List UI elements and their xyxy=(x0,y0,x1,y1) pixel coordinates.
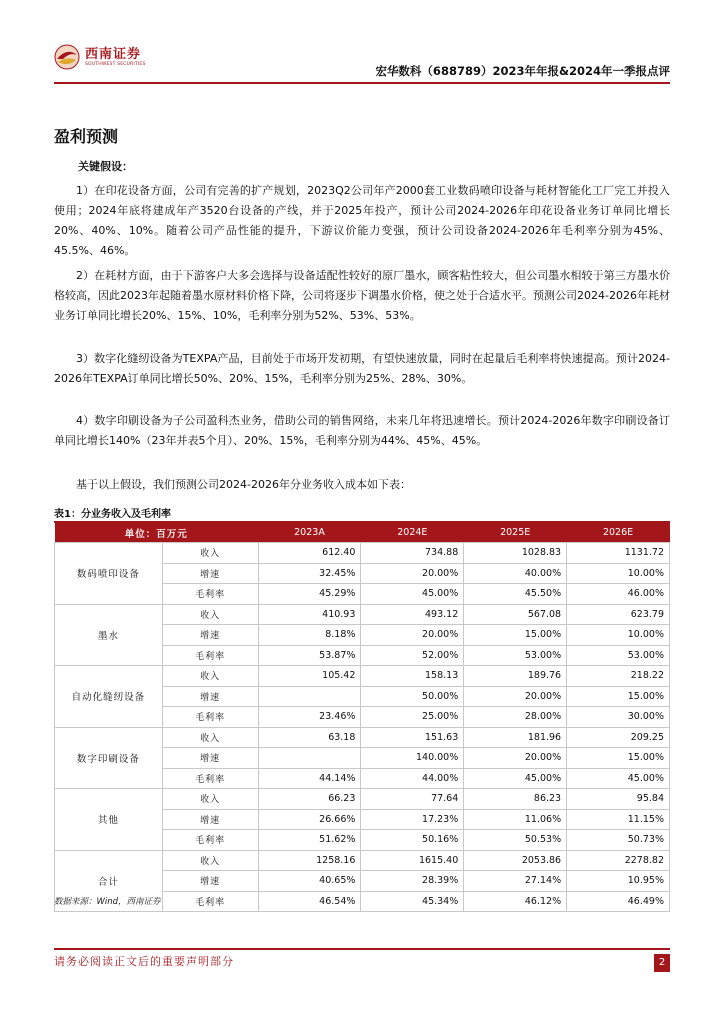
metric-label-cell: 收入 xyxy=(162,604,258,625)
value-cell: 50.16% xyxy=(361,830,464,851)
value-cell: 140.00% xyxy=(361,748,464,769)
value-cell: 15.00% xyxy=(567,686,670,707)
value-cell: 66.23 xyxy=(258,789,361,810)
value-cell: 40.00% xyxy=(464,563,567,584)
value-cell: 20.00% xyxy=(464,686,567,707)
segment-name-cell: 合计 xyxy=(55,850,163,912)
value-cell: 63.18 xyxy=(258,727,361,748)
paragraph-consumables: 2）在耗材方面，由于下游客户大多会选择与设备适配性较好的原厂墨水，顾客粘性较大，但公司墨水相较于第三方墨水价格较高，因此2023年起随着墨水原材料价格下降，公司将逐步下调墨水价格，使之处于合适水平。预测公司2024-2026年耗材业务订单同比增长20%、15%、10%，毛利率分别为52%、53%、53%。 xyxy=(54,269,670,322)
table-row xyxy=(55,543,670,564)
metric-label-cell: 收入 xyxy=(162,543,258,564)
metric-label-cell: 增速 xyxy=(162,686,258,707)
value-cell: 52.00% xyxy=(361,645,464,666)
value-cell: 17.23% xyxy=(361,809,464,830)
value-cell: 20.00% xyxy=(361,625,464,646)
value-cell: 623.79 xyxy=(567,604,670,625)
value-cell: 189.76 xyxy=(464,666,567,687)
value-cell: 53.00% xyxy=(567,645,670,666)
value-cell: 410.93 xyxy=(258,604,361,625)
value-cell: 77.64 xyxy=(361,789,464,810)
value-cell: 181.96 xyxy=(464,727,567,748)
value-cell: 20.00% xyxy=(464,748,567,769)
value-cell: 53.87% xyxy=(258,645,361,666)
value-cell: 20.00% xyxy=(361,563,464,584)
value-cell: 2278.82 xyxy=(567,850,670,871)
value-cell: 45.29% xyxy=(258,584,361,605)
value-cell: 2053.86 xyxy=(464,850,567,871)
value-cell xyxy=(258,686,361,707)
value-cell: 209.25 xyxy=(567,727,670,748)
metric-label-cell: 毛利率 xyxy=(162,707,258,728)
paragraph-digital-printing: 4）数字印刷设备为子公司盈科杰业务，借助公司的销售网络，未来几年将迅速增长。预计2024-2026年数字印刷设备订单同比增长140%（23年并表5个月）、20%、15%，毛利率分别为44%、45%、45%。 xyxy=(54,414,670,447)
segment-name-cell: 自动化缝纫设备 xyxy=(55,666,163,728)
value-cell: 50.53% xyxy=(464,830,567,851)
value-cell: 26.66% xyxy=(258,809,361,830)
metric-label-cell: 收入 xyxy=(162,727,258,748)
value-cell: 44.00% xyxy=(361,768,464,789)
value-cell: 51.62% xyxy=(258,830,361,851)
value-cell: 45.00% xyxy=(567,768,670,789)
value-cell: 15.00% xyxy=(567,748,670,769)
metric-label-cell: 收入 xyxy=(162,666,258,687)
value-cell: 50.00% xyxy=(361,686,464,707)
segment-name-cell: 数码喷印设备 xyxy=(55,543,163,605)
value-cell: 28.39% xyxy=(361,871,464,892)
value-cell: 218.22 xyxy=(567,666,670,687)
value-cell: 44.14% xyxy=(258,768,361,789)
value-cell: 8.18% xyxy=(258,625,361,646)
header-divider xyxy=(54,82,670,84)
value-cell: 95.84 xyxy=(567,789,670,810)
segment-revenue-table xyxy=(54,523,670,912)
value-cell: 1028.83 xyxy=(464,543,567,564)
value-cell: 10.95% xyxy=(567,871,670,892)
value-cell: 53.00% xyxy=(464,645,567,666)
year-header: 2024E xyxy=(361,523,464,543)
metric-label-cell: 收入 xyxy=(162,850,258,871)
value-cell: 493.12 xyxy=(361,604,464,625)
metric-label-cell: 毛利率 xyxy=(162,768,258,789)
table-caption: 表1：分业务收入及毛利率 xyxy=(54,509,171,520)
value-cell: 45.50% xyxy=(464,584,567,605)
value-cell: 45.00% xyxy=(361,584,464,605)
value-cell: 1258.16 xyxy=(258,850,361,871)
paragraph-printing-equipment: 1）在印花设备方面，公司有完善的扩产规划，2023Q2公司年产2000套工业数码喷印设备与耗材智能化工厂完工并投入使用；2024年底将建成年产3520台设备的产线，并于2025年投产，预计公司2024-2026年印花设备业务订单同比增长20%、40%、10%。随着公司产品性能的提升，下游议价能力变强，预计公司设备2024-2026年毛利率分别为45%、45.5%、46%。 xyxy=(54,184,670,257)
metric-label-cell: 毛利率 xyxy=(162,584,258,605)
value-cell: 10.00% xyxy=(567,563,670,584)
metric-label-cell: 毛利率 xyxy=(162,830,258,851)
year-header: 2023A xyxy=(258,523,361,543)
value-cell: 45.00% xyxy=(464,768,567,789)
brand-name-cn: 西南证券 xyxy=(85,46,142,62)
year-header: 2026E xyxy=(567,523,670,543)
table-row xyxy=(55,604,670,625)
value-cell xyxy=(258,748,361,769)
year-header: 2025E xyxy=(464,523,567,543)
value-cell: 27.14% xyxy=(464,871,567,892)
value-cell: 11.06% xyxy=(464,809,567,830)
metric-label-cell: 增速 xyxy=(162,625,258,646)
page-number: 2 xyxy=(654,954,670,972)
value-cell: 28.00% xyxy=(464,707,567,728)
value-cell: 30.00% xyxy=(567,707,670,728)
value-cell: 50.73% xyxy=(567,830,670,851)
brand-logo xyxy=(54,44,146,70)
value-cell: 612.40 xyxy=(258,543,361,564)
value-cell: 567.08 xyxy=(464,604,567,625)
value-cell: 32.45% xyxy=(258,563,361,584)
value-cell: 105.42 xyxy=(258,666,361,687)
paragraph-texpa: 3）数字化缝纫设备为TEXPA产品，目前处于市场开发初期，有望快速放量，同时在起量后毛利率将快速提高。预计2024-2026年TEXPA订单同比增长50%、20%、15%，毛利率分别为25%、28%、30%。 xyxy=(54,352,670,385)
metric-label-cell: 增速 xyxy=(162,563,258,584)
table-row xyxy=(55,850,670,871)
paragraph-forecast-intro: 基于以上假设，我们预测公司2024-2026年分业务收入成本如下表： xyxy=(76,478,411,491)
value-cell: 46.49% xyxy=(567,891,670,912)
value-cell: 158.13 xyxy=(361,666,464,687)
value-cell: 10.00% xyxy=(567,625,670,646)
table-row xyxy=(55,666,670,687)
value-cell: 25.00% xyxy=(361,707,464,728)
table-row xyxy=(55,727,670,748)
value-cell: 23.46% xyxy=(258,707,361,728)
value-cell: 1615.40 xyxy=(361,850,464,871)
value-cell: 46.00% xyxy=(567,584,670,605)
footer-divider xyxy=(54,948,670,950)
value-cell: 86.23 xyxy=(464,789,567,810)
segment-name-cell: 数字印刷设备 xyxy=(55,727,163,789)
value-cell: 734.88 xyxy=(361,543,464,564)
data-source-note: 数据来源：Wind，西南证券 xyxy=(54,897,161,907)
value-cell: 40.65% xyxy=(258,871,361,892)
value-cell: 151.63 xyxy=(361,727,464,748)
value-cell: 11.15% xyxy=(567,809,670,830)
table-row xyxy=(55,789,670,810)
value-cell: 45.34% xyxy=(361,891,464,912)
metric-label-cell: 毛利率 xyxy=(162,891,258,912)
value-cell: 1131.72 xyxy=(567,543,670,564)
segment-name-cell: 其他 xyxy=(55,789,163,851)
unit-header: 单位：百万元 xyxy=(55,523,259,543)
brand-logo-icon xyxy=(54,44,80,70)
metric-label-cell: 增速 xyxy=(162,809,258,830)
section-title: 盈利预测 xyxy=(54,127,119,146)
assumptions-heading: 关键假设： xyxy=(78,160,133,173)
value-cell: 46.54% xyxy=(258,891,361,912)
value-cell: 15.00% xyxy=(464,625,567,646)
table-header-row xyxy=(55,523,670,543)
brand-name-en: SOUTHWEST SECURITIES xyxy=(85,61,146,67)
footer-disclaimer: 请务必阅读正文后的重要声明部分 xyxy=(54,955,234,968)
segment-name-cell: 墨水 xyxy=(55,604,163,666)
metric-label-cell: 毛利率 xyxy=(162,645,258,666)
metric-label-cell: 增速 xyxy=(162,871,258,892)
metric-label-cell: 增速 xyxy=(162,748,258,769)
value-cell: 46.12% xyxy=(464,891,567,912)
metric-label-cell: 收入 xyxy=(162,789,258,810)
report-title: 宏华数科（688789）2023年年报&2024年一季报点评 xyxy=(375,64,670,78)
